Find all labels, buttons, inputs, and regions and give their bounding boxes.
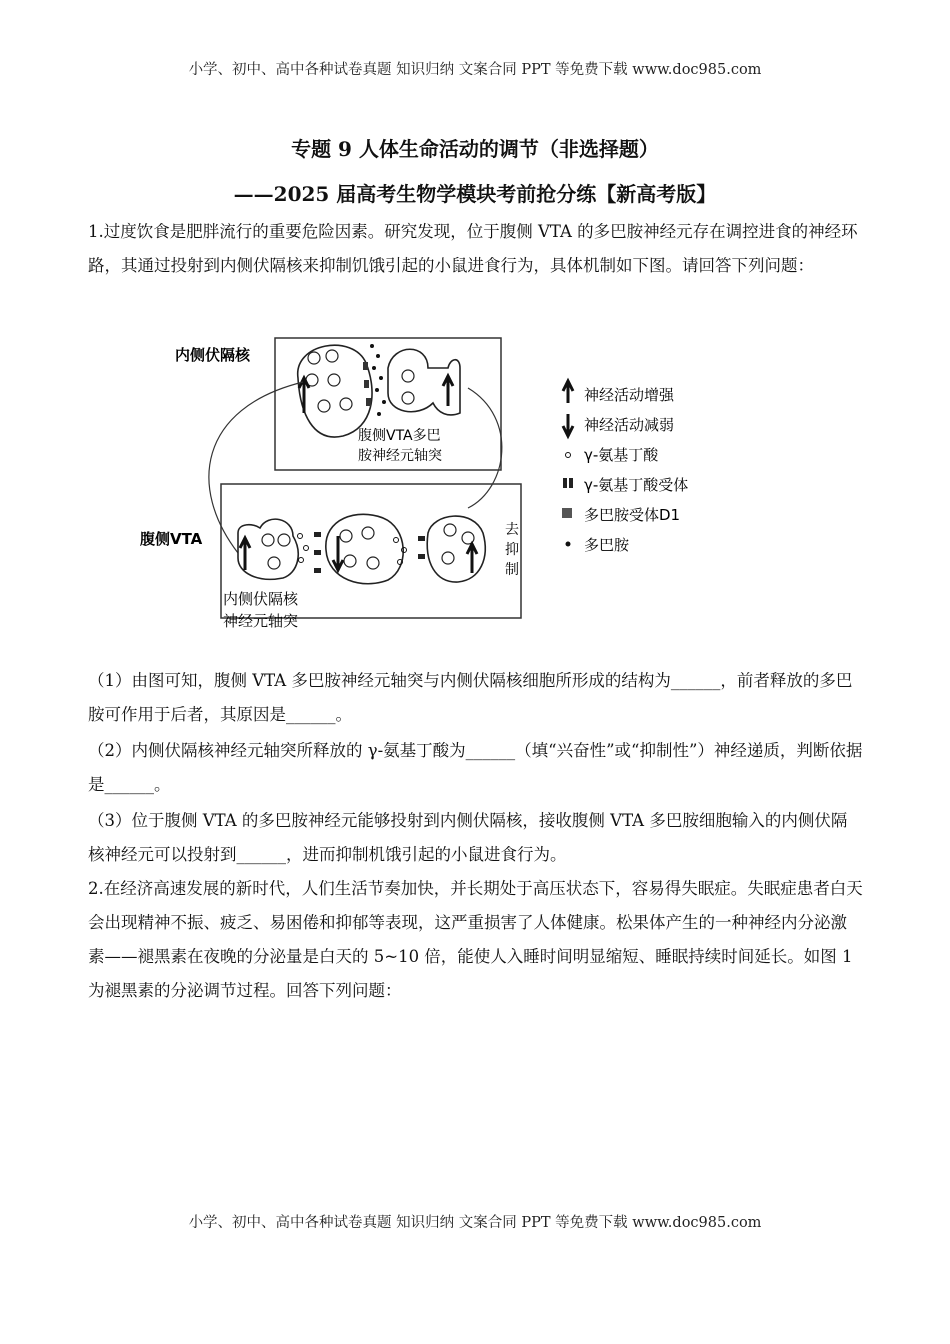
legend-item: γ-氨基丁酸受体 (584, 476, 689, 494)
legend-down-arrow-icon (563, 414, 573, 436)
label-nac: 内侧伏隔核 (175, 346, 251, 364)
label-nac-axon-1: 内侧伏隔核 (223, 590, 299, 608)
legend-item: 多巴胺 (584, 536, 630, 554)
label-vta: 腹侧VTA (140, 530, 203, 548)
legend-gaba-icon (566, 453, 571, 458)
neural-circuit-diagram (88, 318, 738, 653)
legend-item: 多巴胺受体D1 (584, 506, 681, 524)
label-disinhibit-3: 制 (505, 562, 519, 578)
label-disinhibit-2: 抑 (505, 542, 519, 558)
label-nac-axon-2: 神经元轴突 (223, 612, 299, 630)
dopamine-dots (370, 344, 386, 416)
page-title: 专题 9 人体生命活动的调节（非选择题） (291, 137, 659, 161)
q1-sub2: （2）内侧伏隔核神经元轴突所释放的 γ-氨基丁酸为______（填“兴奋性”或“抑制性”）神经递质，判断依据是______。 (88, 741, 863, 794)
label-disinhibit-1: 去 (505, 522, 519, 538)
legend-up-arrow-icon (563, 381, 573, 403)
legend-dopamine-icon (566, 542, 571, 547)
label-vta-axon-2: 胺神经元轴突 (358, 448, 442, 464)
vta-dopamine-cell (427, 516, 485, 582)
legend (562, 381, 688, 554)
page-header: 小学、初中、高中各种试卷真题 知识归纳 文案合同 PPT 等免费下载 www.doc985.com (188, 62, 762, 78)
legend-item: γ-氨基丁酸 (584, 446, 659, 464)
nac-axon-terminal (238, 519, 298, 579)
q1-intro: 1.过度饮食是肥胖流行的重要危险因素。研究发现，位于腹侧 VTA 的多巴胺神经元存在调控进食的神经环路，其通过投射到内侧伏隔核来抑制饥饿引起的小鼠进食行为，具体机制如下图。请回答下列问题： (88, 222, 858, 275)
page-footer: 小学、初中、高中各种试卷真题 知识归纳 文案合同 PPT 等免费下载 www.doc985.com (188, 1215, 762, 1231)
label-vta-axon-1: 腹侧VTA多巴 (358, 428, 441, 444)
q1-sub1: （1）由图可知，腹侧 VTA 多巴胺神经元轴突与内侧伏隔核细胞所形成的结构为______，前者释放的多巴胺可作用于后者，其原因是______。 (88, 671, 853, 724)
legend-item: 神经活动增强 (584, 386, 675, 404)
legend-gaba-receptor-icon (563, 478, 567, 488)
projection-right (468, 388, 502, 508)
q1-sub3: （3）位于腹侧 VTA 的多巴胺神经元能够投射到内侧伏隔核，接收腹侧 VTA 多巴胺细胞输入的内侧伏隔核神经元可以投射到______，进而抑制机饿引起的小鼠进食行为。 (88, 811, 848, 864)
q2-intro: 2.在经济高速发展的新时代，人们生活节奏加快，并长期处于高压状态下，容易得失眠症。失眠症患者白天会出现精神不振、疲乏、易困倦和抑郁等表现，这严重损害了人体健康。松果体产生的一种神经内分泌激素——褪黑素在夜晚的分泌量是白天的 5~10 倍，能使人入睡时间明显缩短、睡眠持续时间延长。如图 1 为褪黑素的分泌调节过程。回答下列问题： (88, 879, 863, 1000)
neural-circuit-figure (88, 318, 738, 653)
legend-d1-icon (562, 508, 572, 518)
legend-item: 神经活动减弱 (584, 416, 675, 434)
page-subtitle: ——2025 届高考生物学模块考前抢分练【新高考版】 (233, 182, 717, 206)
